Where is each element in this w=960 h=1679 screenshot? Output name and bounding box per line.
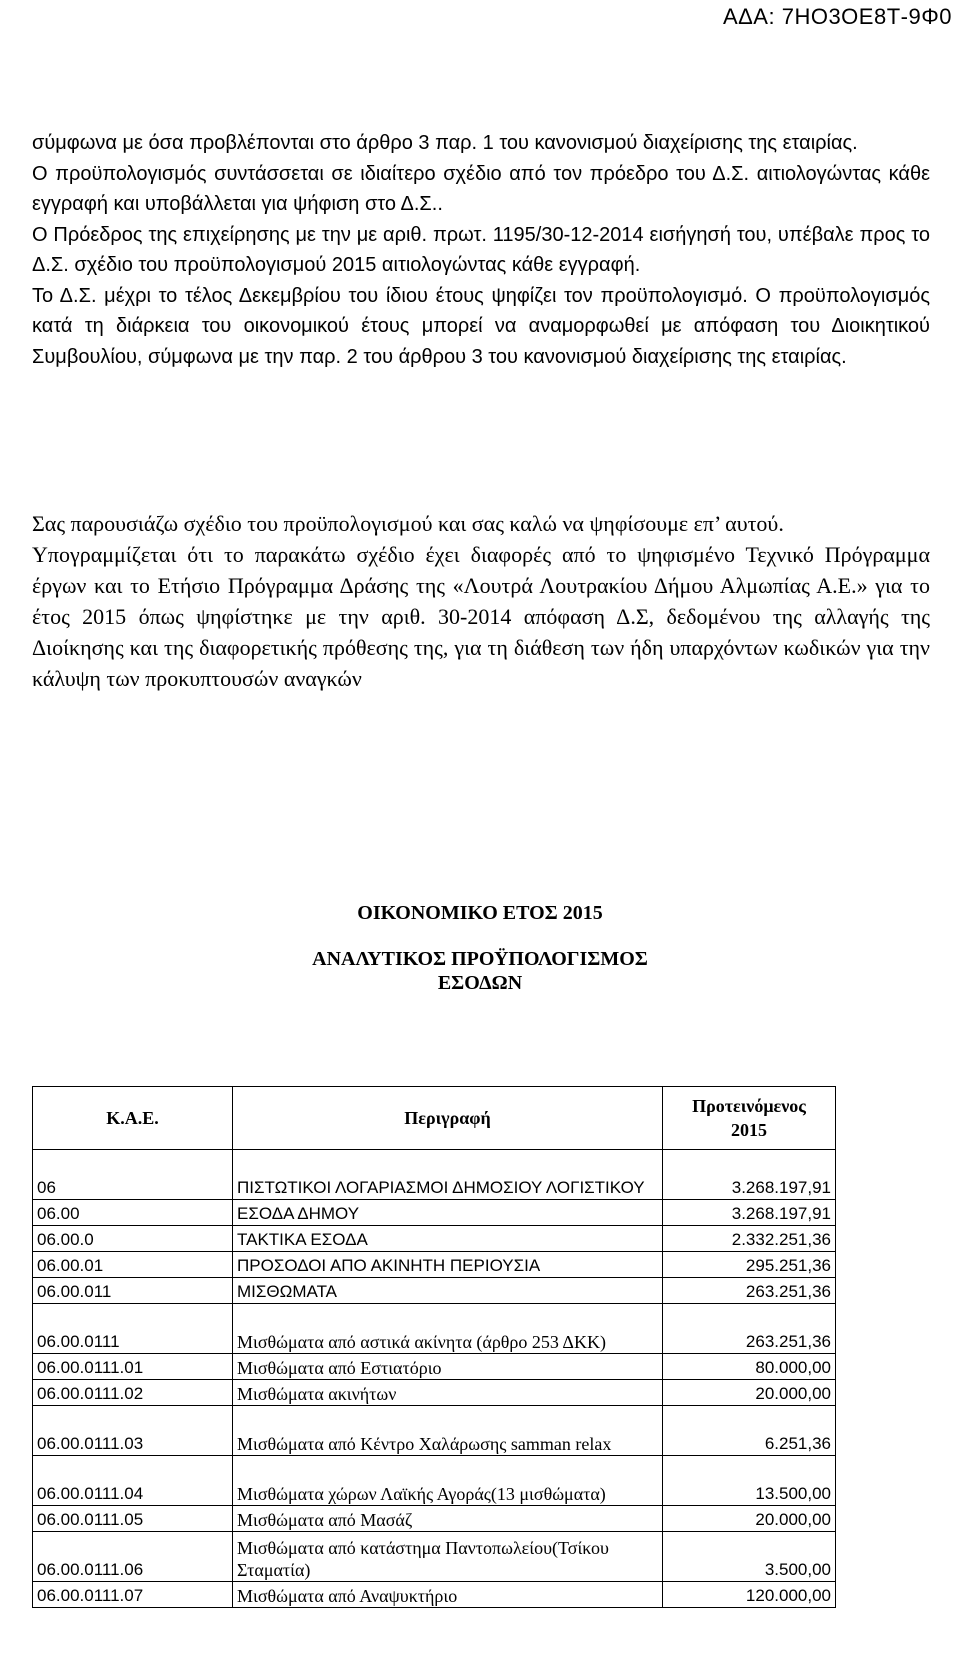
row-code: 06.00.0111.07 [33, 1582, 233, 1608]
row-amount: 3.268.197,91 [663, 1150, 836, 1200]
row-description: ΠΙΣΤΩΤΙΚΟΙ ΛΟΓΑΡΙΑΣΜΟΙ ΔΗΜΟΣΙΟΥ ΛΟΓΙΣΤΙΚΟΥ [233, 1150, 663, 1200]
row-code: 06.00.0111.01 [33, 1354, 233, 1380]
table-row [33, 1354, 836, 1380]
header-proposed-line-1: Προτεινόμενος [692, 1096, 806, 1116]
row-amount: 6.251,36 [663, 1406, 836, 1456]
row-code: 06.00.0111.03 [33, 1406, 233, 1456]
intro-paragraph-1: σύμφωνα με όσα προβλέπονται στο άρθρο 3 παρ. 1 του κανονισμού διαχείρισης της εταιρίας. [32, 132, 858, 154]
table-header-row [33, 1087, 836, 1150]
table-row [33, 1532, 836, 1582]
row-code: 06.00.0111.06 [33, 1532, 233, 1582]
row-description: Μισθώματα από Μασάζ [233, 1506, 663, 1532]
proposal-paragraph-1: Σας παρουσιάζω σχέδιο του προϋπολογισμού και σας καλώ να ψηφίσουμε επ’ αυτού. [32, 511, 784, 536]
table-row [33, 1582, 836, 1608]
table-row [33, 1506, 836, 1532]
intro-paragraph-2: Ο προϋπολογισμός συντάσσεται σε ιδιαίτερο σχέδιο από τον πρόεδρο του Δ.Σ. αιτιολογώντας κάθε εγγραφή και υποβάλλεται για ψήφιση στο Δ.Σ.. [32, 162, 930, 215]
table-row [33, 1406, 836, 1456]
row-amount: 2.332.251,36 [663, 1226, 836, 1252]
table-row [33, 1252, 836, 1278]
intro-section [32, 128, 930, 372]
row-code: 06.00.0111.02 [33, 1380, 233, 1406]
row-code: 06.00.0111 [33, 1304, 233, 1354]
table-body [33, 1150, 836, 1608]
row-amount: 263.251,36 [663, 1304, 836, 1354]
row-code: 06.00.0 [33, 1226, 233, 1252]
row-description: Μισθώματα από Αναψυκτήριο [233, 1582, 663, 1608]
header-proposed [663, 1087, 836, 1150]
row-code: 06.00.011 [33, 1278, 233, 1304]
table-row [33, 1456, 836, 1506]
row-description: ΠΡΟΣΟΔΟΙ ΑΠΟ ΑΚΙΝΗΤΗ ΠΕΡΙΟΥΣΙΑ [233, 1252, 663, 1278]
row-code: 06.00 [33, 1200, 233, 1226]
row-description: Μισθώματα από αστικά ακίνητα (άρθρο 253 ΔΚΚ) [233, 1304, 663, 1354]
intro-paragraph-3: Ο Πρόεδρος της επιχείρησης με την με αριθ. πρωτ. 1195/30-12-2014 εισήγησή του, υπέβαλε προς το Δ.Σ. σχέδιο του προϋπολογισμού 2015 αιτιολογώντας κάθε εγγραφή. [32, 223, 930, 276]
row-code: 06 [33, 1150, 233, 1200]
row-amount: 263.251,36 [663, 1278, 836, 1304]
revenue-budget-table [32, 1086, 836, 1608]
row-code: 06.00.0111.04 [33, 1456, 233, 1506]
row-description: Μισθώματα από Κέντρο Χαλάρωσης samman relax [233, 1406, 663, 1456]
table-row [33, 1150, 836, 1200]
row-description: ΕΣΟΔΑ ΔΗΜΟΥ [233, 1200, 663, 1226]
row-amount: 20.000,00 [663, 1380, 836, 1406]
budget-title-line-2: ΕΣΟΔΩΝ [437, 972, 523, 994]
row-description: Μισθώματα από Εστιατόριο [233, 1354, 663, 1380]
row-amount: 80.000,00 [663, 1354, 836, 1380]
row-description: Μισθώματα χώρων Λαϊκής Αγοράς(13 μισθώματα) [233, 1456, 663, 1506]
intro-paragraph-4: Το Δ.Σ. μέχρι το τέλος Δεκεμβρίου του ίδιου έτους ψηφίζει τον προϋπολογισμό. Ο προϋπολογισμός κατά τη διάρκεια του οικονομικού έτους μπορεί να αναμορφωθεί με απόφαση του Διοικητικού Συμβουλίου, σύμφωνα με την παρ. 2 του άρθρου 3 του κανονισμού διαχείρισης της εταιρίας. [32, 284, 930, 368]
row-description: Μισθώματα από κατάστημα Παντοπωλείου(Τσίκου Σταματία) [233, 1532, 663, 1582]
row-description: Μισθώματα ακινήτων [233, 1380, 663, 1406]
header-proposed-line-2: 2015 [731, 1120, 767, 1140]
row-description: ΤΑΚΤΙΚΑ ΕΣΟΔΑ [233, 1226, 663, 1252]
ada-code: ΑΔΑ: 7ΗΟ3ΟΕ8Τ-9Φ0 [722, 4, 952, 29]
row-code: 06.00.0111.05 [33, 1506, 233, 1532]
row-amount: 13.500,00 [663, 1456, 836, 1506]
table-row [33, 1304, 836, 1354]
proposal-paragraph-2: Υπογραμμίζεται ότι το παρακάτω σχέδιο έχει διαφορές από το ψηφισμένο Τεχνικό Πρόγραμμα έργων και το Ετήσιο Πρόγραμμα Δράσης της «Λουτρά Λουτρακίου Δήμου Αλμωπίας Α.Ε.» για το έτος 2015 όπως ψηφίστηκε με την αριθ. 30-2014 απόφαση Δ.Σ, δεδομένου της αλλαγής της Διοίκησης και της διαφορετικής πρόθεσης της, για τη διάθεση των ήδη υπαρχόντων κωδικών για την κάλυψη των προκυπτουσών αναγκών [32, 542, 930, 691]
header-description: Περιγραφή [233, 1087, 663, 1150]
budget-title-line-1: ΑΝΑΛΥΤΙΚΟΣ ΠΡΟΫΠΟΛΟΓΙΣΜΟΣ [312, 948, 648, 970]
table-row [33, 1278, 836, 1304]
row-code: 06.00.01 [33, 1252, 233, 1278]
row-description: ΜΙΣΘΩΜΑΤΑ [233, 1278, 663, 1304]
table-row [33, 1226, 836, 1252]
table-row [33, 1380, 836, 1406]
row-amount: 120.000,00 [663, 1582, 836, 1608]
row-amount: 3.500,00 [663, 1532, 836, 1582]
table-row [33, 1200, 836, 1226]
header-code: Κ.Α.Ε. [33, 1087, 233, 1150]
proposal-section [32, 508, 930, 694]
row-amount: 20.000,00 [663, 1506, 836, 1532]
row-amount: 295.251,36 [663, 1252, 836, 1278]
fiscal-year-heading: ΟΙΚΟΝΟΜΙΚΟ ΕΤΟΣ 2015 [357, 902, 603, 924]
row-amount: 3.268.197,91 [663, 1200, 836, 1226]
